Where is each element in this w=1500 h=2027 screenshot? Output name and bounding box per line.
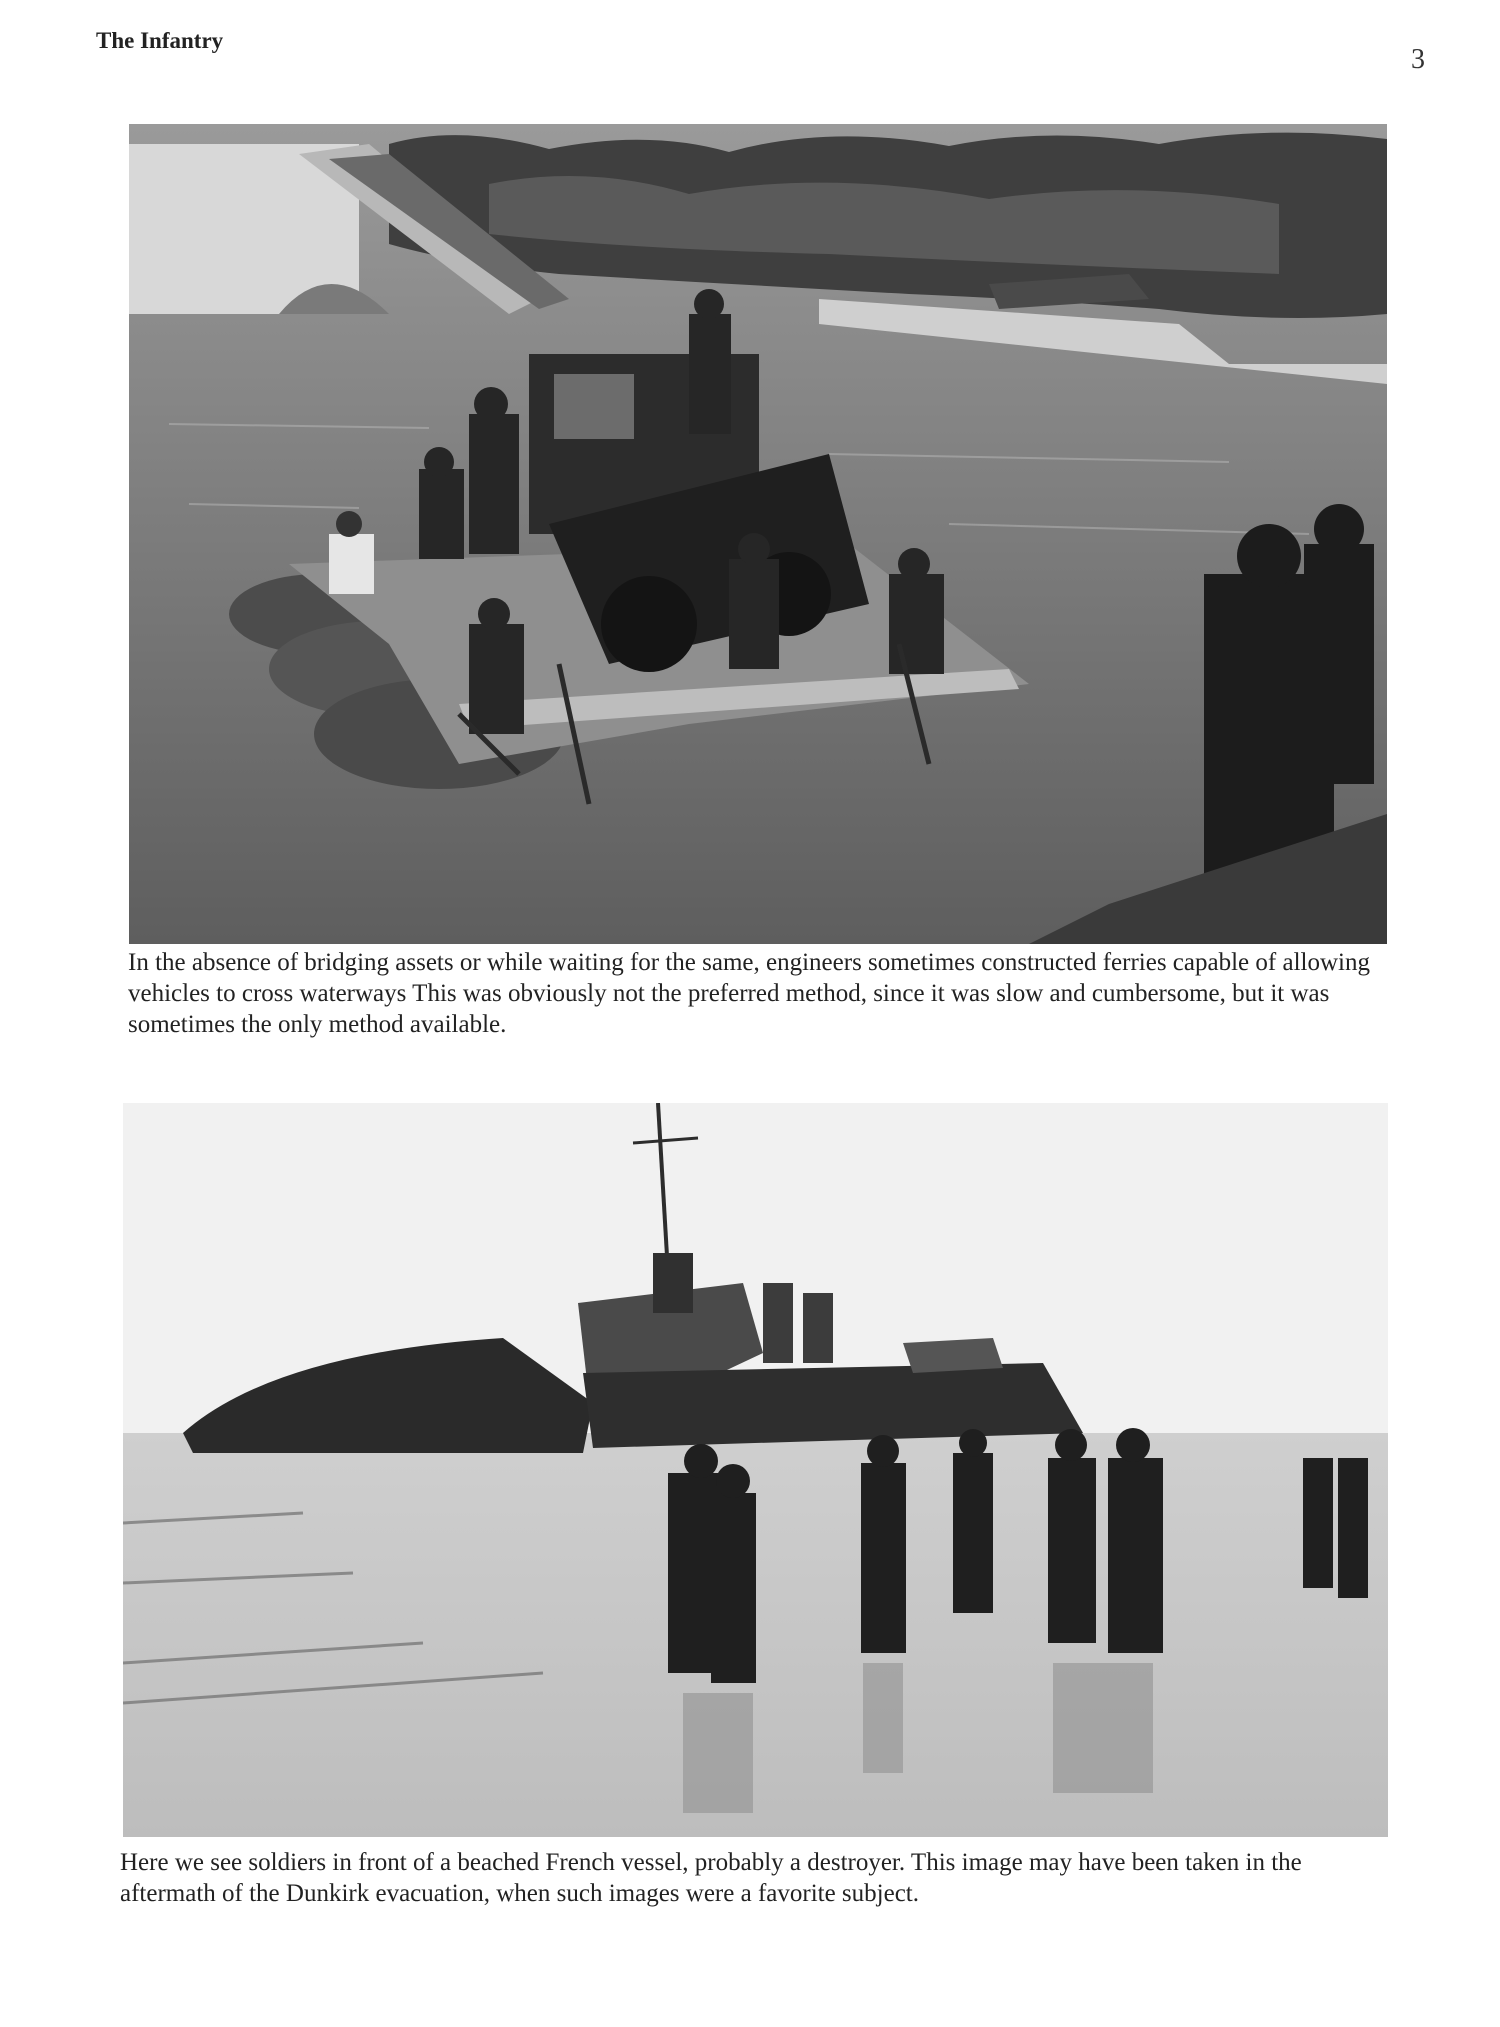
- beached-destroyer-photo: [123, 1103, 1388, 1837]
- ferry-crossing-photo: [129, 124, 1387, 944]
- ferry-crossing-illustration: [129, 124, 1387, 944]
- page-number: 3: [1411, 44, 1425, 75]
- running-head: The Infantry: [96, 28, 224, 53]
- beached-destroyer-illustration: [123, 1103, 1388, 1837]
- beached-destroyer-caption: Here we see soldiers in front of a beached French vessel, probably a destroyer. This image may have been taken in the aftermath of the Dunkirk evacuation, when such images were a favorite subject.: [120, 1849, 1302, 1907]
- ferry-crossing-caption: In the absence of bridging assets or while waiting for the same, engineers sometimes constructed ferries capable of allowing vehicles to cross waterways This was obviously not the preferred method, since it was slow and cumbersome, but it was sometimes the only method available.: [128, 949, 1370, 1038]
